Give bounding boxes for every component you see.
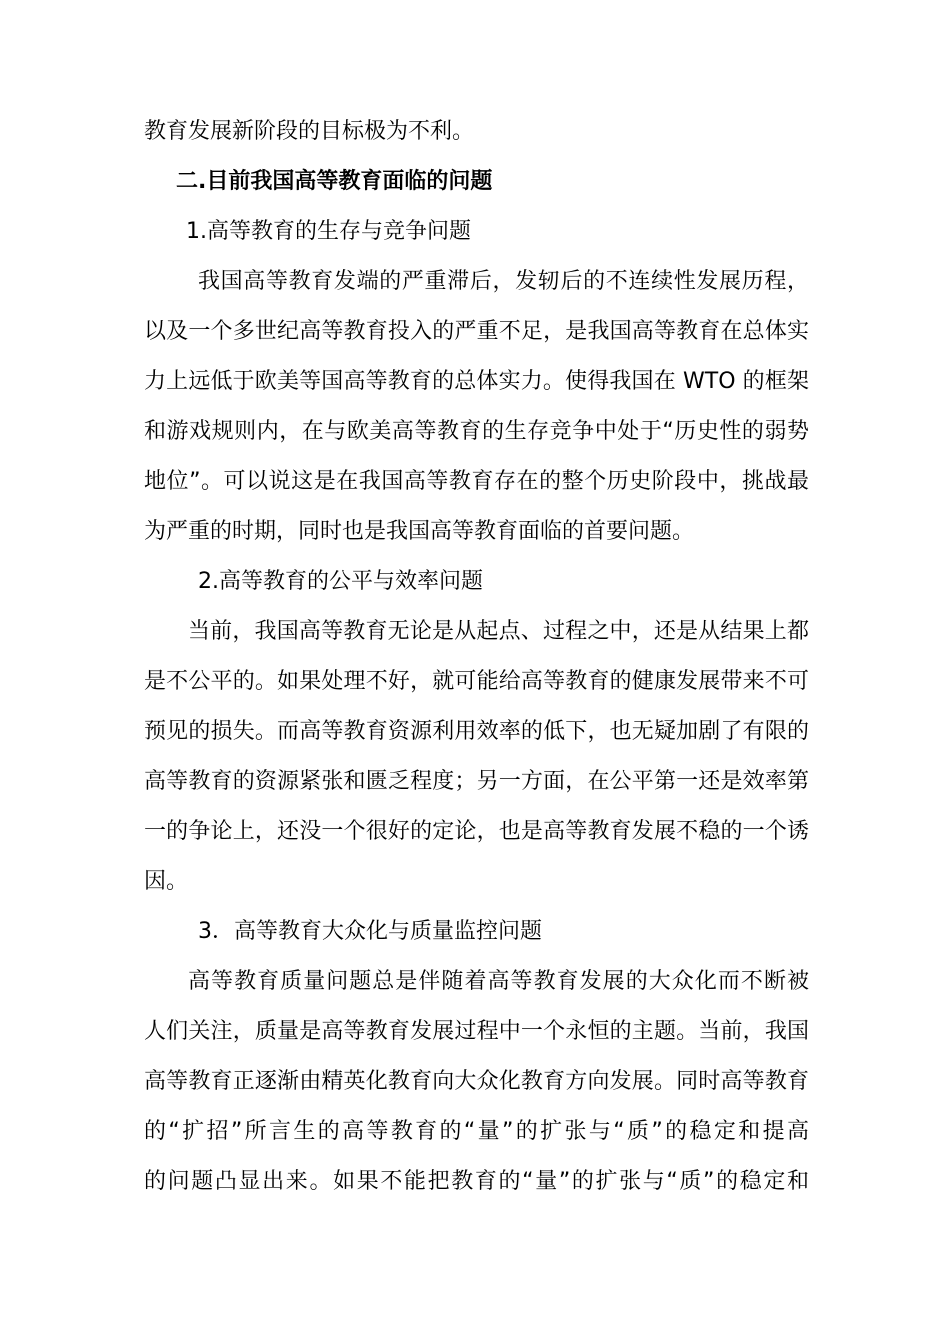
subsection-heading: 3．高等教育大众化与质量监控问题 xyxy=(198,919,542,944)
paragraph-line: 高等教育正逐渐由精英化教育向大众化教育方向发展。同时高等教育 xyxy=(144,1069,809,1094)
paragraph-line: 预见的损失。而高等教育资源利用效率的低下，也无疑加剧了有限的 xyxy=(144,719,809,744)
paragraph-line: 教育发展新阶段的目标极为不利。 xyxy=(144,119,475,144)
paragraph-line: 我国高等教育发端的严重滞后，发轫后的不连续性发展历程， xyxy=(198,269,809,294)
paragraph-line: 因。 xyxy=(144,869,189,894)
paragraph-line: 高等教育的资源紧张和匮乏程度；另一方面，在公平第一还是效率第 xyxy=(144,769,809,794)
paragraph-line: 的问题凸显出来。如果不能把教育的“量”的扩张与“质”的稳定和 xyxy=(144,1169,809,1194)
paragraph-line: 力上远低于欧美等国高等教育的总体实力。使得我国在 WTO 的框架 xyxy=(144,369,809,394)
paragraph-line: 的“扩招”所言生的高等教育的“量”的扩张与“质”的稳定和提高 xyxy=(144,1119,809,1144)
paragraph-line: 为严重的时期，同时也是我国高等教育面临的首要问题。 xyxy=(144,519,695,544)
paragraph-line: 是不公平的。如果处理不好，就可能给高等教育的健康发展带来不可 xyxy=(144,669,809,694)
paragraph-line: 人们关注，质量是高等教育发展过程中一个永恒的主题。当前，我国 xyxy=(144,1019,809,1044)
paragraph-line: 和游戏规则内，在与欧美高等教育的生存竞争中处于“历史性的弱势 xyxy=(144,419,809,444)
paragraph-line: 以及一个多世纪高等教育投入的严重不足，是我国高等教育在总体实 xyxy=(144,319,809,344)
section-heading: 二.目前我国高等教育面临的问题 xyxy=(176,169,493,194)
paragraph-line: 一的争论上，还没一个很好的定论，也是高等教育发展不稳的一个诱 xyxy=(144,819,809,844)
paragraph-line: 高等教育质量问题总是伴随着高等教育发展的大众化而不断被 xyxy=(188,969,809,994)
paragraph-line: 当前，我国高等教育无论是从起点、过程之中，还是从结果上都 xyxy=(188,619,809,644)
subsection-heading: 1.高等教育的生存与竞争问题 xyxy=(186,219,471,244)
paragraph-line: 地位”。可以说这是在我国高等教育存在的整个历史阶段中，挑战最 xyxy=(144,469,809,494)
subsection-heading: 2.高等教育的公平与效率问题 xyxy=(198,569,483,594)
